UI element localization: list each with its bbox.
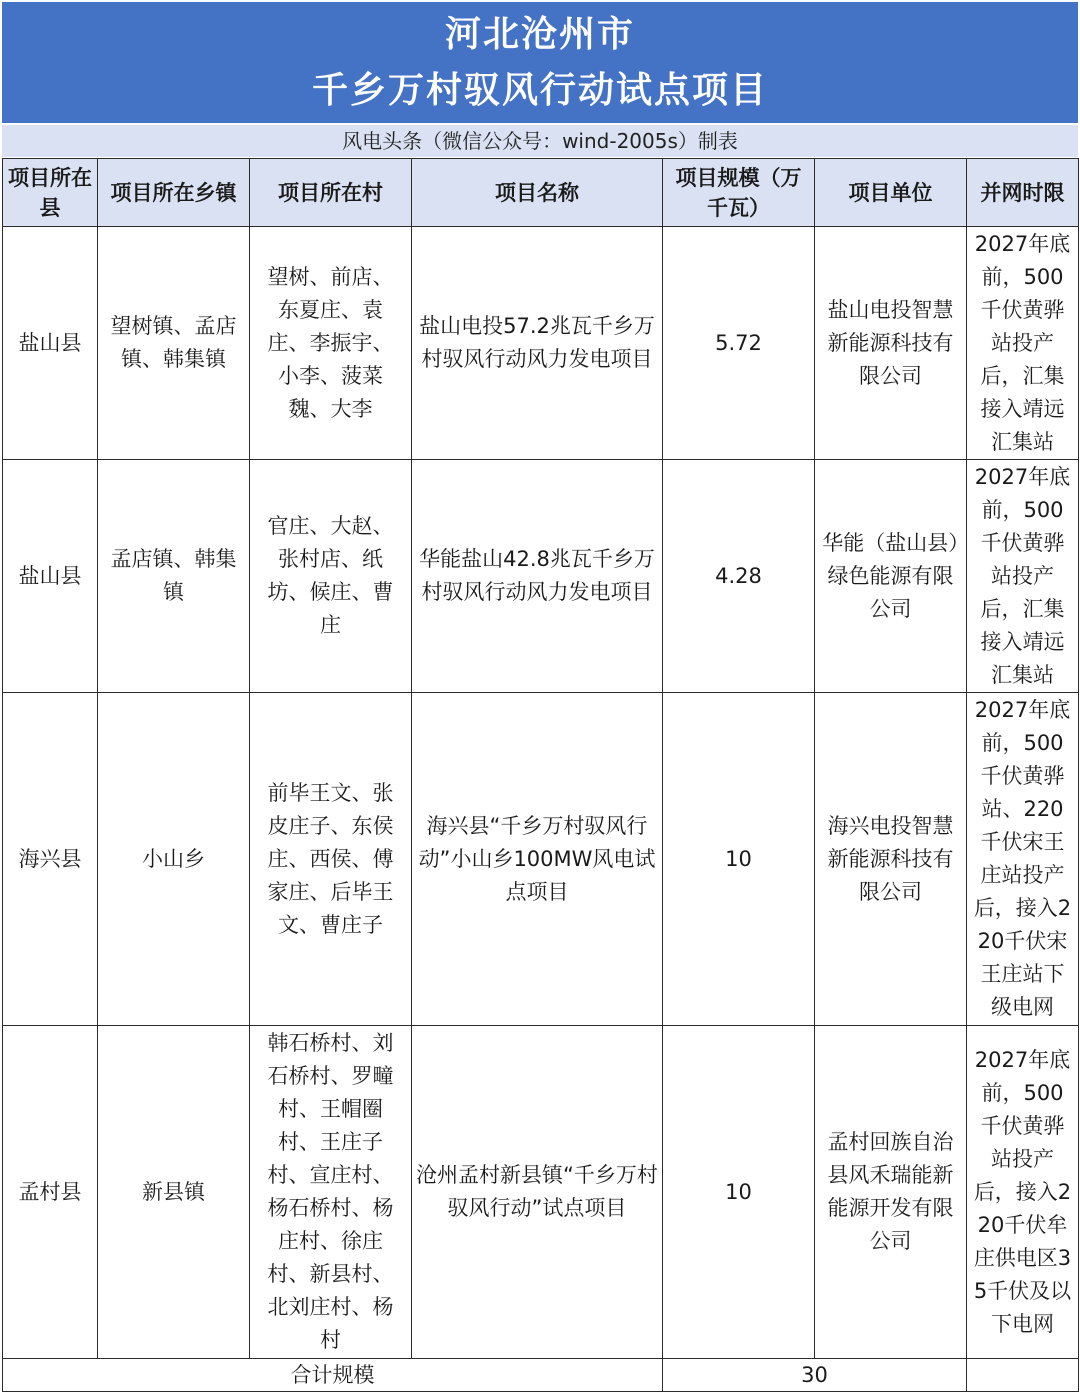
- cell-deadline: 2027年底前，500千伏黄骅站、220千伏宋王庄站投产后，接入220千伏宋王庄站下级电网: [967, 693, 1079, 1026]
- col-header-scale: 项目规模（万千瓦）: [663, 159, 815, 227]
- cell-unit: 孟村回族自治县风禾瑞能新能源开发有限公司: [815, 1026, 967, 1359]
- cell-county: 孟村县: [3, 1026, 98, 1359]
- table-row: [3, 693, 1079, 1026]
- cell-town: 望树镇、孟店镇、韩集镇: [98, 227, 250, 460]
- cell-town: 新县镇: [98, 1026, 250, 1359]
- cell-county: 盐山县: [3, 227, 98, 460]
- cell-villages: 韩石桥村、刘石桥村、罗疃村、王帽圈村、王庄子村、宣庄村、杨石桥村、杨庄村、徐庄村、新县村、北刘庄村、杨村: [250, 1026, 412, 1359]
- total-value: 30: [663, 1359, 967, 1392]
- title-line-1: 河北沧州市: [444, 13, 635, 55]
- cell-unit: 海兴电投智慧新能源科技有限公司: [815, 693, 967, 1026]
- cell-project-name: 盐山电投57.2兆瓦千乡万村驭风行动风力发电项目: [412, 227, 663, 460]
- col-header-deadline: 并网时限: [967, 159, 1079, 227]
- cell-deadline: 2027年底前，500千伏黄骅站投产后，接入220千伏牟庄供电区35千伏及以下电网: [967, 1026, 1079, 1359]
- project-table: [2, 158, 1079, 1392]
- col-header-town: 项目所在乡镇: [98, 159, 250, 227]
- total-empty-cell: [967, 1359, 1079, 1392]
- cell-town: 孟店镇、韩集镇: [98, 460, 250, 693]
- cell-scale: 4.28: [663, 460, 815, 693]
- header-row: [3, 159, 1079, 227]
- cell-unit: 盐山电投智慧新能源科技有限公司: [815, 227, 967, 460]
- source-caption: 风电头条（微信公众号：wind-2005s）制表: [2, 125, 1078, 157]
- cell-villages: 望树、前店、东夏庄、袁庄、李振宇、小李、菠菜魏、大李: [250, 227, 412, 460]
- col-header-villages: 项目所在村: [250, 159, 412, 227]
- total-row: [3, 1359, 1079, 1392]
- col-header-county: 项目所在县: [3, 159, 98, 227]
- cell-town: 小山乡: [98, 693, 250, 1026]
- table-row: [3, 1026, 1079, 1359]
- cell-scale: 10: [663, 1026, 815, 1359]
- cell-scale: 5.72: [663, 227, 815, 460]
- cell-villages: 前毕王文、张皮庄子、东侯庄、西侯、傅家庄、后毕王文、曹庄子: [250, 693, 412, 1026]
- total-label: 合计规模: [3, 1359, 663, 1392]
- cell-project-name: 海兴县“千乡万村驭风行动”小山乡100MW风电试点项目: [412, 693, 663, 1026]
- col-header-name: 项目名称: [412, 159, 663, 227]
- col-header-unit: 项目单位: [815, 159, 967, 227]
- cell-county: 海兴县: [3, 693, 98, 1026]
- table-row: [3, 460, 1079, 693]
- table-row: [3, 227, 1079, 460]
- cell-unit: 华能（盐山县）绿色能源有限公司: [815, 460, 967, 693]
- cell-villages: 官庄、大赵、张村店、纸坊、候庄、曹庄: [250, 460, 412, 693]
- cell-deadline: 2027年底前，500千伏黄骅站投产后，汇集接入靖远汇集站: [967, 227, 1079, 460]
- cell-project-name: 沧州孟村新县镇“千乡万村驭风行动”试点项目: [412, 1026, 663, 1359]
- title-banner: [2, 2, 1078, 123]
- cell-deadline: 2027年底前，500千伏黄骅站投产后，汇集接入靖远汇集站: [967, 460, 1079, 693]
- title-line-2: 千乡万村驭风行动试点项目: [311, 69, 768, 111]
- cell-scale: 10: [663, 693, 815, 1026]
- cell-county: 盐山县: [3, 460, 98, 693]
- cell-project-name: 华能盐山42.8兆瓦千乡万村驭风行动风力发电项目: [412, 460, 663, 693]
